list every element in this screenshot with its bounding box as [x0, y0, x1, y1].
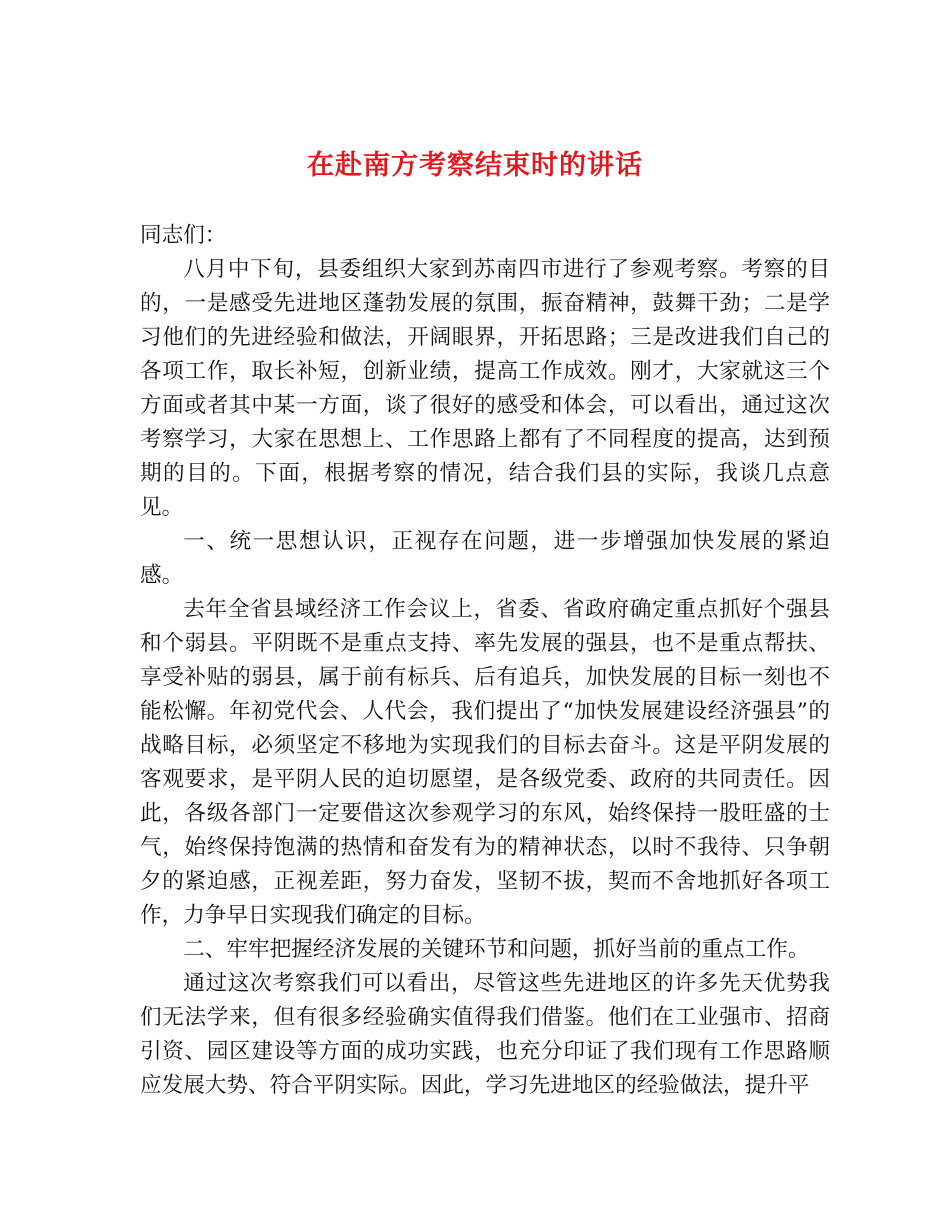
- section-heading-1: 一、统一思想认识，正视存在问题，进一步增强加快发展的紧迫感。: [140, 529, 830, 588]
- paragraph-intro: 八月中下旬，县委组织大家到苏南四市进行了参观考察。考察的目的，一是感受先进地区蓬勃发展的氛围，振奋精神，鼓舞干劲；二是学习他们的先进经验和做法，开阔眼界，开拓思路；三是改进我们自己的各项工作，取长补短，创新业绩，提高工作成效。刚才，大家就这三个方面或者其中某一方面，谈了很好的感受和体会，可以看出，通过这次考察学习，大家在思想上、工作思路上都有了不同程度的提高，达到预期的目的。下面，根据考察的情况，结合我们县的实际，我谈几点意见。: [140, 257, 830, 520]
- document-body: [140, 219, 830, 1103]
- document-title: 在赴南方考察结束时的讲话: [307, 150, 643, 182]
- paragraph-section-2: 通过这次考察我们可以看出，尽管这些先进地区的许多先天优势我们无法学来，但有很多经验确实值得我们借鉴。他们在工业强市、招商引资、园区建设等方面的成功实践，也充分印证了我们现有工作思路顺应发展大势、符合平阴实际。因此，学习先进地区的经验做法，提升平: [140, 971, 830, 1098]
- paragraph-section-1: 去年全省县域经济工作会议上，省委、省政府确定重点抓好个强县和个弱县。平阴既不是重点支持、率先发展的强县，也不是重点帮扶、享受补贴的弱县，属于前有标兵、后有追兵，加快发展的目标一刻也不能松懈。年初党代会、人代会，我们提出了“加快发展建设经济强县”的战略目标，必须坚定不移地为实现我们的目标去奋斗。这是平阴发展的客观要求，是平阴人民的迫切愿望，是各级党委、政府的共同责任。因此，各级各部门一定要借这次参观学习的东风，始终保持一股旺盛的士气，始终保持饱满的热情和奋发有为的精神状态，以时不我待、只争朝夕的紧迫感，正视差距，努力奋发，坚韧不拔，契而不舍地抓好各项工作，力争早日实现我们确定的目标。: [140, 597, 830, 928]
- salutation: 同志们：: [140, 223, 227, 248]
- section-heading-2: 二、牢牢把握经济发展的关键环节和问题，抓好当前的重点工作。: [183, 937, 810, 962]
